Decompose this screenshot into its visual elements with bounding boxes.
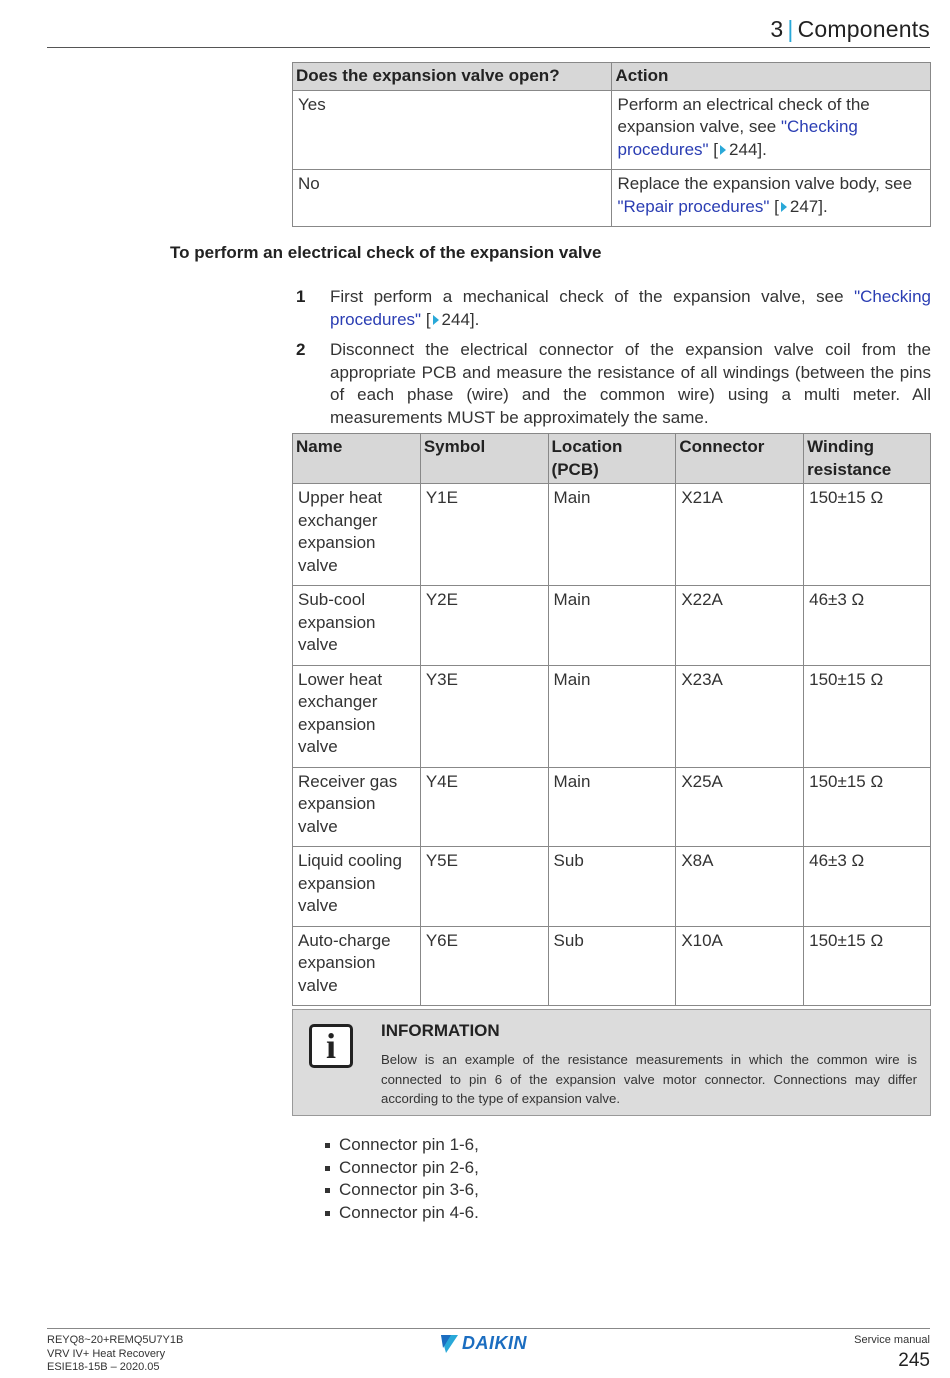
section-title: To perform an electrical check of the expansion valve: [170, 243, 602, 262]
column-header-symbol: Symbol: [420, 434, 548, 484]
column-header: Does the expansion valve open?: [293, 63, 612, 91]
table-cell: Lower heat exchanger expansion valve: [293, 665, 421, 767]
step-text: [330, 286, 931, 331]
table-cell: 46±3 Ω: [804, 586, 931, 666]
action-cell: [612, 170, 931, 227]
information-icon: i: [309, 1024, 353, 1068]
table-cell: Auto-charge expansion valve: [293, 926, 421, 1006]
list-item: Connector pin 1-6,: [324, 1134, 479, 1157]
page-ref[interactable]: 244: [441, 309, 470, 329]
table-cell: X21A: [676, 484, 804, 586]
daikin-logo-icon: [440, 1334, 460, 1354]
step-body: First perform a mechanical check of the expansion valve, see: [330, 287, 855, 306]
table-cell: X23A: [676, 665, 804, 767]
step-item: [296, 286, 931, 331]
table-cell: Main: [548, 484, 676, 586]
table-cell: Y4E: [420, 767, 548, 847]
valve-open-table: [292, 62, 931, 227]
page-header: [770, 16, 930, 43]
header-separator: |: [787, 16, 794, 42]
step-number: 1: [296, 287, 306, 306]
table-row: [293, 586, 931, 666]
step-text: Disconnect the electrical connector of the expansion valve coil from the appropriate PCB and measure the resistance of all windings (between the pins of each phase (wire) and the common wire) using a multi meter. All measurements MUST be approximately the same.: [330, 340, 931, 427]
table-cell: 150±15 Ω: [804, 767, 931, 847]
table-cell: Y5E: [420, 847, 548, 927]
page-ref-close: ].: [469, 309, 480, 329]
table-cell: Receiver gas expansion valve: [293, 767, 421, 847]
table-cell: 150±15 Ω: [804, 926, 931, 1006]
list-item: Connector pin 2-6,: [324, 1157, 479, 1180]
page-ref-close: ].: [757, 139, 767, 159]
page-ref-arrow-icon: [720, 145, 726, 155]
table-cell: Y6E: [420, 926, 548, 1006]
footer-doc-info: [47, 1334, 183, 1375]
page-ref-open: [: [708, 139, 719, 159]
table-row: [293, 926, 931, 1006]
table-cell: Sub: [548, 847, 676, 927]
chapter-title: Components: [797, 16, 930, 42]
footer-model: REYQ8~20+REMQ5U7Y1B: [47, 1334, 184, 1346]
column-header-resistance: Winding resistance: [804, 434, 931, 484]
table-cell: Upper heat exchanger expansion valve: [293, 484, 421, 586]
procedure-steps: [296, 286, 931, 437]
step-item: [296, 339, 931, 429]
footer-product: VRV IV+ Heat Recovery: [47, 1347, 166, 1360]
table-row: [293, 484, 931, 586]
table-row: [293, 90, 931, 170]
page-ref-arrow-icon: [781, 202, 787, 212]
page-ref-open: [: [421, 309, 431, 329]
column-header-connector: Connector: [676, 434, 804, 484]
page-ref-arrow-icon: [433, 315, 439, 325]
page-ref[interactable]: 247: [789, 196, 819, 216]
table-cell: X8A: [676, 847, 804, 927]
winding-resistance-table: [292, 433, 931, 1006]
table-cell: Y2E: [420, 586, 548, 666]
column-header-location: Location (PCB): [548, 434, 676, 484]
table-header-row: [293, 434, 931, 484]
daikin-logo: [440, 1333, 527, 1354]
table-cell: 46±3 Ω: [804, 847, 931, 927]
table-cell: 150±15 Ω: [804, 484, 931, 586]
page-ref-close: ].: [818, 196, 828, 216]
table-cell: Y3E: [420, 665, 548, 767]
table-row: [293, 767, 931, 847]
footer-rule: [47, 1328, 930, 1329]
table-cell: Y1E: [420, 484, 548, 586]
repair-procedures-link[interactable]: "Repair procedures": [617, 196, 770, 216]
table-row: [293, 847, 931, 927]
table-cell: Liquid cooling expansion valve: [293, 847, 421, 927]
page-number: 245: [898, 1350, 930, 1371]
answer-cell: No: [293, 170, 612, 227]
answer-cell: Yes: [293, 90, 612, 170]
table-cell: X10A: [676, 926, 804, 1006]
step-number: 2: [296, 340, 306, 359]
information-title: INFORMATION: [381, 1021, 500, 1040]
manual-type: Service manual: [854, 1334, 930, 1346]
information-body: Below is an example of the resistance measurements in which the common wire is connected to pin 6 of the expansion valve motor connector. Connections may differ according to the type of expansion valve.: [381, 1052, 917, 1106]
table-cell: Main: [548, 767, 676, 847]
connector-pin-list: [324, 1134, 479, 1225]
action-text: Perform an electrical check of the expansion valve, see: [617, 94, 870, 136]
table-cell: Main: [548, 665, 676, 767]
page-ref[interactable]: 244: [729, 139, 758, 159]
table-cell: 150±15 Ω: [804, 665, 931, 767]
checking-procedures-link[interactable]: "Checking procedures": [617, 117, 858, 159]
table-row: [293, 170, 931, 227]
logo-text: DAIKIN: [462, 1333, 527, 1353]
table-row: [293, 665, 931, 767]
list-item: Connector pin 3-6,: [324, 1179, 479, 1202]
table-cell: Main: [548, 586, 676, 666]
table-cell: X22A: [676, 586, 804, 666]
checking-procedures-link[interactable]: "Checking procedures": [330, 287, 931, 329]
list-item: Connector pin 4-6.: [324, 1202, 479, 1225]
chapter-number: 3: [770, 16, 784, 42]
column-header: Action: [612, 63, 931, 91]
table-cell: Sub-cool expansion valve: [293, 586, 421, 666]
page-ref-open: [: [769, 196, 779, 216]
table-header-row: [293, 63, 931, 91]
header-rule: [47, 47, 930, 48]
column-header-name: Name: [293, 434, 421, 484]
action-cell: [612, 90, 931, 170]
table-cell: X25A: [676, 767, 804, 847]
footer-doc-code: ESIE18-15B – 2020.05: [47, 1361, 160, 1373]
information-box: [292, 1009, 931, 1116]
table-cell: Sub: [548, 926, 676, 1006]
action-text: Replace the expansion valve body, see: [617, 174, 913, 193]
